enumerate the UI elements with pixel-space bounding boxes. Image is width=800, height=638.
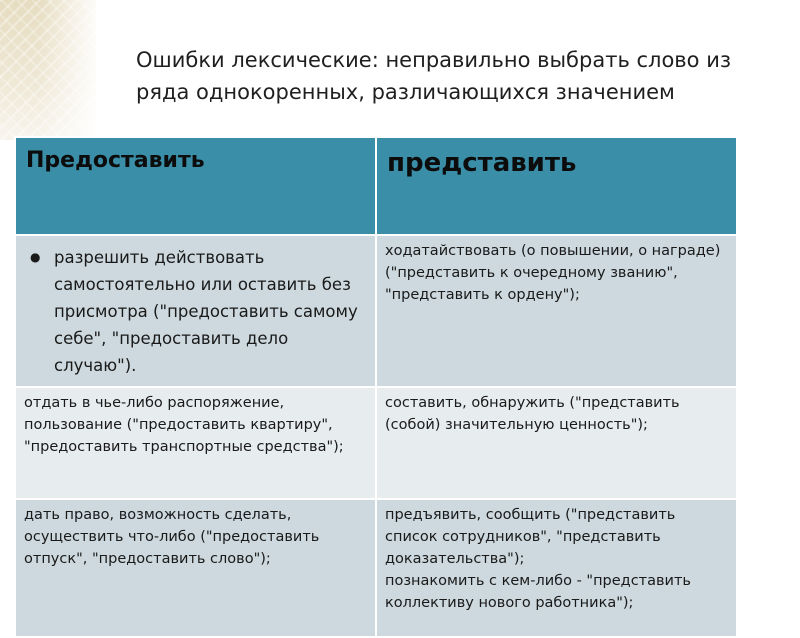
table-row <box>15 387 737 499</box>
cell-text: ходатайствовать (о повышении, о награде) ("представить к очередному званию", "представить к ордену"); <box>385 243 721 303</box>
table-cell <box>376 499 737 637</box>
decorative-corner-fade <box>0 0 96 140</box>
cell-text: составить, обнаружить ("представить (собой) значительную ценность"); <box>385 395 680 433</box>
cell-text: разрешить действовать самостоятельно или оставить без присмотра ("предоставить самому себе", "предоставить дело случаю"). <box>54 248 358 375</box>
table-row <box>15 499 737 637</box>
cell-text: предъявить, сообщить ("представить список сотрудников", "представить доказательства"); <box>385 507 676 567</box>
comparison-table <box>14 136 738 638</box>
cell-text-extra: познакомить с кем-либо - "представить коллективу нового работника"); <box>385 573 691 611</box>
slide-title: Ошибки лексические: неправильно выбрать слово из ряда однокоренных, различающихся значением <box>136 48 732 104</box>
table-cell <box>15 235 376 387</box>
table-cell <box>15 499 376 637</box>
table-header-row <box>15 137 737 235</box>
bullet-item <box>24 244 367 379</box>
table-cell <box>376 235 737 387</box>
table-row <box>15 235 737 387</box>
bullet-icon: ● <box>30 250 41 264</box>
header-cell-predostavit: Предоставить <box>15 137 376 235</box>
table-cell <box>15 387 376 499</box>
cell-text: дать право, возможность сделать, осуществить что-либо ("предоставить отпуск", "предоставить слово"); <box>24 507 320 567</box>
header-cell-predstavit: представить <box>376 137 737 235</box>
table-cell <box>376 387 737 499</box>
cell-text: отдать в чье-либо распоряжение, пользование ("предоставить квартиру", "предоставить транспортные средства"); <box>24 395 344 455</box>
